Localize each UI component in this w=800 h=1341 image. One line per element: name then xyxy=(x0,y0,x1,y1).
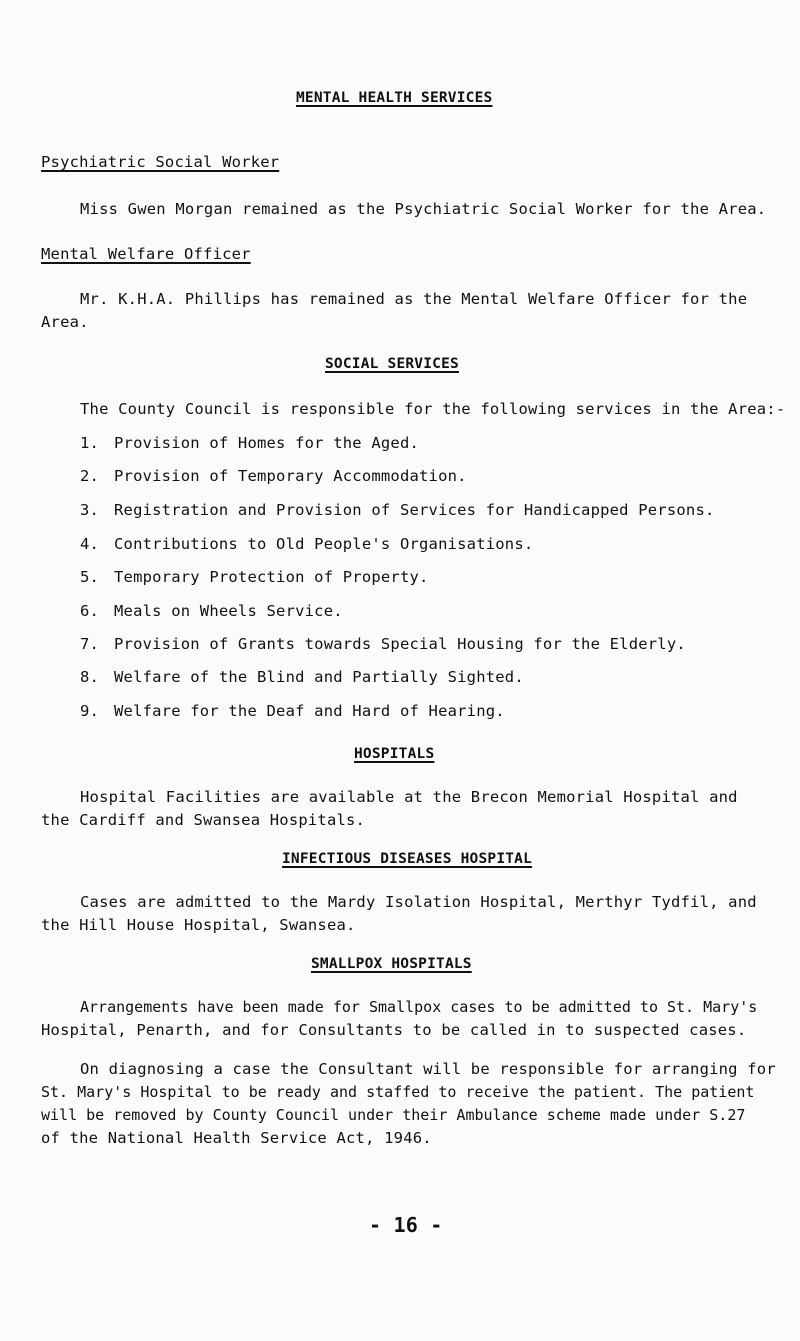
hospitals-line1: Hospital Facilities are available at the Brecon Memorial Hospital and xyxy=(80,788,738,806)
list-item xyxy=(80,602,343,620)
list-item-number: 8. xyxy=(80,668,100,686)
list-item-number: 2. xyxy=(80,467,100,485)
infectious-heading: INFECTIOUS DISEASES HOSPITAL xyxy=(282,851,533,867)
list-item xyxy=(80,568,429,586)
social-services-intro: The County Council is responsible for the following services in the Area:- xyxy=(80,400,786,418)
list-item xyxy=(80,702,505,720)
list-item-number: 4. xyxy=(80,535,100,553)
welfare-officer-line1: Mr. K.H.A. Phillips has remained as the Mental Welfare Officer for the xyxy=(80,290,748,308)
list-item xyxy=(80,467,467,485)
infectious-line2: the Hill House Hospital, Swansea. xyxy=(41,916,356,934)
welfare-officer-title: Mental Welfare Officer xyxy=(41,245,251,263)
list-item-text: Welfare for the Deaf and Hard of Hearing. xyxy=(114,702,505,720)
social-services-heading: SOCIAL SERVICES xyxy=(325,356,459,372)
list-item-text: Welfare of the Blind and Partially Sighted. xyxy=(114,668,524,686)
list-item-number: 6. xyxy=(80,602,100,620)
list-item-text: Provision of Temporary Accommodation. xyxy=(114,467,467,485)
hospitals-heading: HOSPITALS xyxy=(354,746,435,762)
list-item-text: Temporary Protection of Property. xyxy=(114,568,429,586)
list-item-text: Provision of Homes for the Aged. xyxy=(114,434,420,452)
list-item xyxy=(80,501,715,519)
page-number: - 16 - xyxy=(369,1213,443,1237)
smallpox-p2-line4: of the National Health Service Act, 1946. xyxy=(41,1129,432,1147)
psychiatric-text: Miss Gwen Morgan remained as the Psychiatric Social Worker for the Area. xyxy=(80,200,767,218)
smallpox-p2-line1: On diagnosing a case the Consultant will be responsible for arranging for xyxy=(80,1060,776,1078)
infectious-line1: Cases are admitted to the Mardy Isolation Hospital, Merthyr Tydfil, and xyxy=(80,893,757,911)
list-item-number: 9. xyxy=(80,702,100,720)
list-item xyxy=(80,635,686,653)
list-item-number: 5. xyxy=(80,568,100,586)
list-item-number: 3. xyxy=(80,501,100,519)
list-item xyxy=(80,535,533,553)
welfare-officer-line2: Area. xyxy=(41,313,89,331)
list-item-number: 7. xyxy=(80,635,100,653)
psychiatric-title: Psychiatric Social Worker xyxy=(41,153,280,171)
list-item-text: Contributions to Old People's Organisations. xyxy=(114,535,534,553)
smallpox-p2-line3: will be removed by County Council under their Ambulance scheme made under S.27 xyxy=(41,1106,746,1124)
list-item-text: Meals on Wheels Service. xyxy=(114,602,343,620)
list-item-number: 1. xyxy=(80,434,100,452)
smallpox-p1-line1: Arrangements have been made for Smallpox cases to be admitted to St. Mary's xyxy=(80,998,758,1016)
list-item xyxy=(80,434,419,452)
list-item-text: Provision of Grants towards Special Housing for the Elderly. xyxy=(114,635,686,653)
list-item-text: Registration and Provision of Services for Handicapped Persons. xyxy=(114,501,715,519)
hospitals-line2: the Cardiff and Swansea Hospitals. xyxy=(41,811,366,829)
smallpox-p2-line2: St. Mary's Hospital to be ready and staffed to receive the patient. The patient xyxy=(41,1083,755,1101)
page-heading: MENTAL HEALTH SERVICES xyxy=(296,90,493,106)
list-item xyxy=(80,668,524,686)
smallpox-heading: SMALLPOX HOSPITALS xyxy=(311,956,472,972)
smallpox-p1-line2: Hospital, Penarth, and for Consultants to be called in to suspected cases. xyxy=(41,1021,747,1039)
